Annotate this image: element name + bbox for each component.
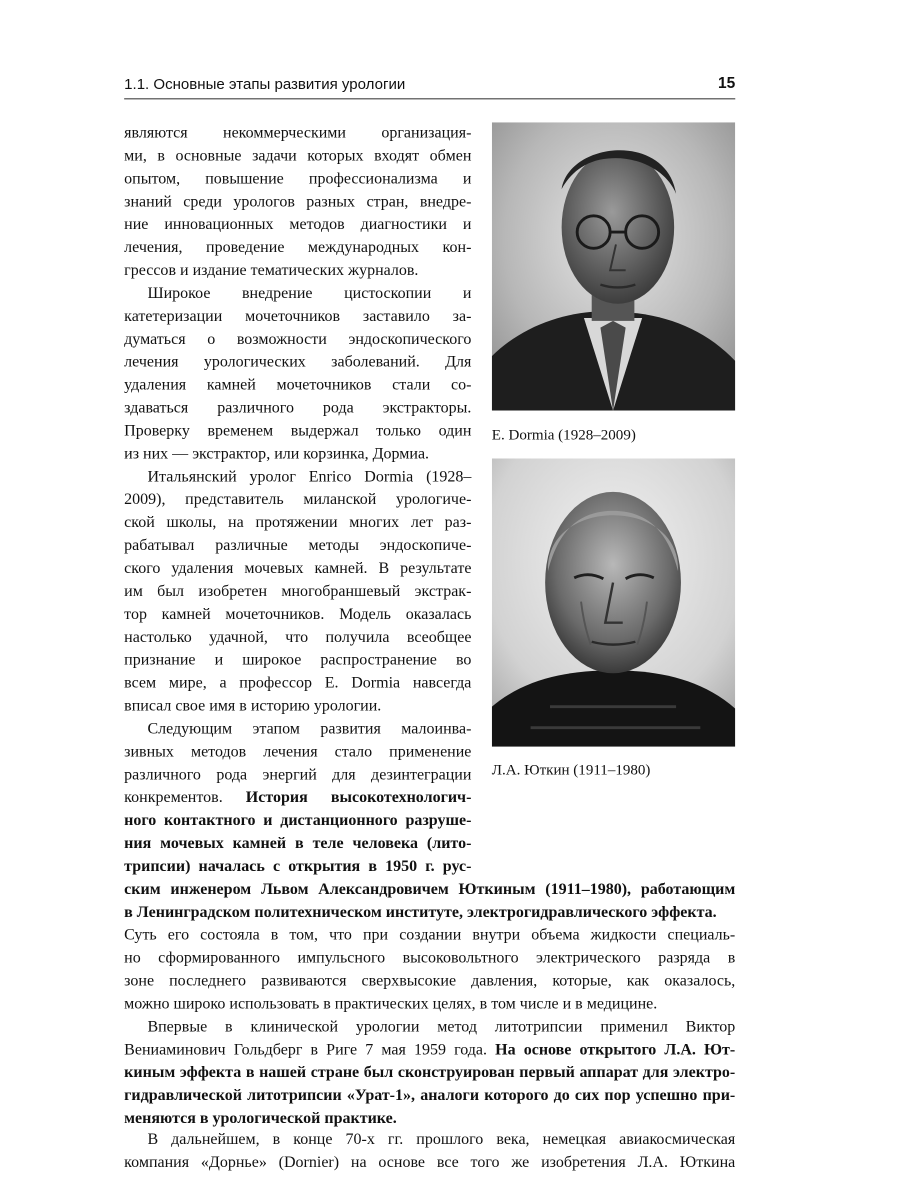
body-line: катетеризации мочеточников заставило за-: [124, 306, 472, 325]
body-line: зивных методов лечения стало применение: [124, 742, 472, 761]
body-line: признание и широкое распространение во: [124, 650, 472, 669]
body-text: конкрементов.: [124, 787, 223, 807]
body-line: настолько удачной, что получила всеобщее: [124, 627, 472, 646]
body-line: ской школы, на протяжении многих лет раз-: [124, 512, 472, 531]
body-line: зоне последнего развиваются сверхвысокие давления, которые, как оказалось,: [124, 971, 736, 990]
body-line-mixed: [124, 786, 471, 809]
page-number: 15: [717, 75, 736, 92]
portrait-photo-icon: [492, 458, 735, 746]
portrait-photo-dormia: [492, 122, 735, 410]
body-line: ми, в основные задачи которых входят обмен: [124, 146, 472, 165]
body-line: ского удаления мочевых камней. В результате: [124, 558, 472, 577]
figure-caption: Л.А. Юткин (1911–1980): [491, 762, 651, 779]
figure-caption: E. Dormia (1928–2009): [491, 426, 636, 444]
header-divider: [124, 98, 735, 99]
body-line: Проверку временем выдержал только один: [124, 421, 472, 440]
body-line: но сформированного импульсного высоковольтного электрического разряда в: [124, 948, 736, 967]
body-line: различного рода энергий для дезинтеграции: [124, 764, 472, 784]
body-line: лечения урологических заболеваний. Для: [124, 352, 472, 371]
portrait-photo-icon: [492, 122, 735, 410]
body-line-bold: киным эффекта в нашей стране был сконструирован первый аппарат для электро-: [124, 1062, 736, 1082]
body-line-bold: в Ленинградском политехническом институте, электрогидравлического эффекта.: [124, 902, 717, 921]
body-line-bold: ния мочевых камней в теле человека (лито-: [124, 833, 472, 852]
body-line: Впервые в клинической урологии метод литотрипсии применил Виктор: [147, 1017, 736, 1036]
body-line: удаления камней мочеточников стали со-: [124, 375, 472, 394]
body-line-bold: трипсии) началась с открытия в 1950 г. рус-: [124, 856, 472, 875]
body-line: Широкое внедрение цистоскопии и: [147, 283, 472, 302]
body-line: В дальнейшем, в конце 70-х гг. прошлого века, немецкая авиакосмическая: [147, 1129, 736, 1148]
body-line: лечения, проведение международных кон-: [124, 237, 472, 256]
body-line: Следующим этапом развития малоинва-: [147, 719, 472, 738]
body-line: грессов и издание тематических журналов.: [124, 260, 419, 279]
body-line: тор камней мочеточников. Модель оказалась: [124, 604, 472, 623]
bold-emphasis: На основе открытого Л.А. Ют-: [487, 1039, 736, 1059]
body-line-bold: меняются в урологической практике.: [124, 1108, 397, 1127]
body-line: опытом, повышение профессионализма и: [124, 169, 472, 188]
body-line: думаться о возможности эндоскопического: [124, 329, 472, 348]
body-line-bold: ским инженером Львом Александровичем Юткиным (1911–1980), работающим: [124, 879, 736, 898]
bold-emphasis: История высокотехнологич-: [222, 787, 472, 807]
portrait-photo-yutkin: [492, 458, 735, 746]
body-line: 2009), представитель миланской урологиче-: [124, 489, 472, 509]
body-line: рабатывал различные методы эндоскопиче-: [124, 535, 472, 554]
running-head-title: 1.1. Основные этапы развития урологии: [124, 76, 406, 93]
body-line: являются некоммерческими организация-: [124, 123, 472, 142]
body-line: Суть его состояла в том, что при создании внутри объема жидкости специаль-: [124, 925, 736, 944]
body-text: Вениаминович Гольдберг в Риге 7 мая 1959 года.: [124, 1039, 488, 1059]
body-line: можно широко использовать в практических целях, в том числе и в медицине.: [124, 994, 658, 1013]
body-line-mixed: [124, 1038, 735, 1061]
body-line: здаваться различного рода экстракторы.: [124, 398, 472, 417]
body-line: компания «Дорнье» (Dornier) на основе все того же изобретения Л.А. Юткина: [124, 1152, 736, 1171]
body-line: им был изобретен многобраншевый экстрак-: [124, 581, 472, 600]
body-line: ние инновационных методов диагностики и: [124, 214, 472, 234]
body-line: знаний среди урологов разных стран, внедре-: [124, 191, 472, 211]
body-line: из них — экстрактор, или корзинка, Дормиа.: [124, 444, 430, 463]
running-head: [124, 74, 735, 95]
body-line: всем мире, а профессор E. Dormia навсегда: [124, 673, 472, 692]
body-line-bold: гидравлической литотрипсии «Урат-1», аналоги которого до сих пор успешно при-: [124, 1085, 736, 1104]
body-line: Итальянский уролог Enrico Dormia (1928–: [147, 466, 472, 486]
body-line-bold: ного контактного и дистанционного разруше-: [124, 810, 472, 829]
body-line: вписал свое имя в историю урологии.: [124, 696, 382, 715]
